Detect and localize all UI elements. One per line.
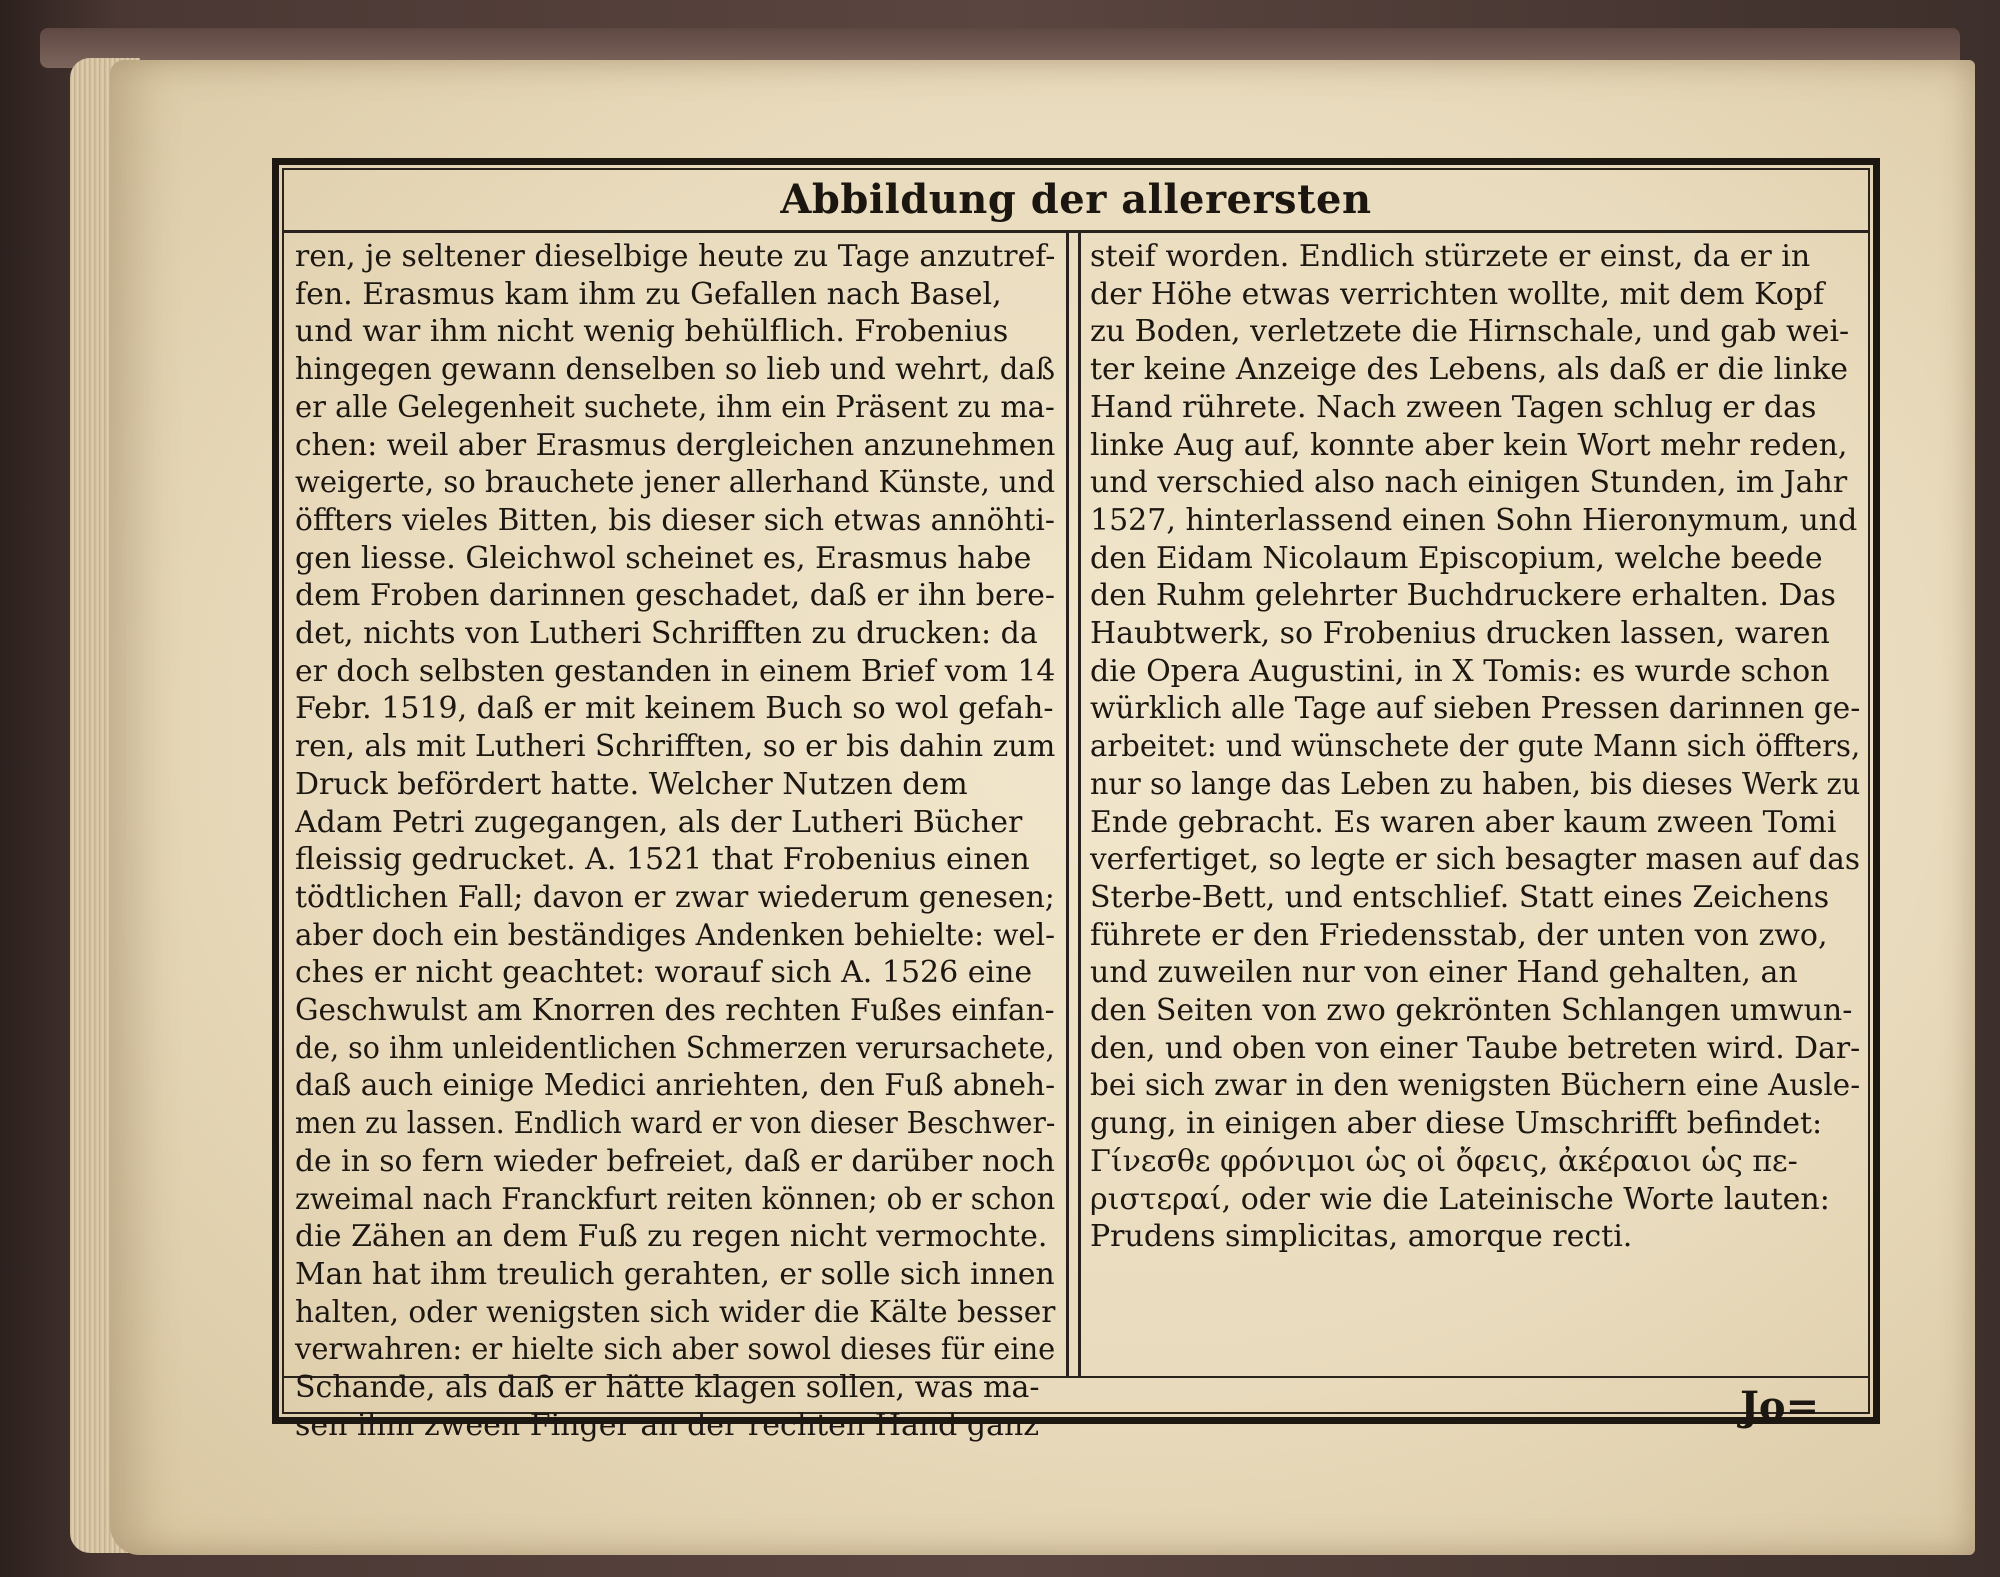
text-line: de, so ihm unleidentlichen Schmerzen verursachete, (295, 1030, 1055, 1066)
text-line: Man hat ihm treulich gerahten, er solle sich innen (295, 1256, 1055, 1292)
text-line: den Seiten von zwo gekrönten Schlangen umwun- (1090, 993, 1853, 1029)
text-line: Sterbe-Bett, und entschlief. Statt eines Zeichens (1090, 879, 1830, 915)
text-line: aber doch ein beständiges Andenken behielte: wel- (295, 917, 1056, 953)
text-line: Hand rührete. Nach zween Tagen schlug er das (1090, 389, 1817, 425)
text-line: die Opera Augustini, in X Tomis: es wurde schon (1090, 653, 1830, 689)
text-line: daß auch einige Medici anriehten, den Fuß abneh- (295, 1068, 1056, 1104)
text-line: fleissig gedrucket. A. 1521 that Frobenius einen (295, 842, 1030, 878)
text-line: fen. Erasmus kam ihm zu Gefallen nach Basel, (295, 276, 1002, 312)
text-line: halten, oder wenigsten sich wider die Kälte besser (295, 1294, 1056, 1330)
left-text-column (295, 238, 1055, 1445)
text-line: arbeitet: und wünschete der gute Mann sich öffters, (1090, 729, 1861, 765)
text-line: verwahren: er hielte sich aber sowol dieses für eine (295, 1332, 1056, 1368)
text-line: hingegen gewann denselben so lieb und wehrt, daß (295, 352, 1055, 388)
text-line: steif worden. Endlich stürzete er einst, da er in (1090, 239, 1811, 274)
text-line: linke Aug auf, konnte aber kein Wort mehr reden, (1090, 427, 1848, 463)
text-line: Schande, als daß er hätte klagen sollen, was ma- (295, 1370, 1040, 1406)
text-line: ches er nicht geachtet: worauf sich A. 1526 eine (295, 955, 1033, 991)
text-line: ren, je seltener dieselbige heute zu Tage anzutref- (295, 239, 1056, 274)
text-line: die Zähen an dem Fuß zu regen nicht vermochte. (295, 1219, 1048, 1255)
text-line: würklich alle Tage auf sieben Pressen darinnen ge- (1090, 691, 1861, 727)
text-line: men zu lassen. Endlich ward er von dieser Beschwer- (295, 1106, 1056, 1142)
text-line: Prudens simplicitas, amorque recti. (1090, 1219, 1633, 1255)
text-line: Druck befördert hatte. Welcher Nutzen dem (295, 766, 968, 802)
text-line: Febr. 1519, daß er mit keinem Buch so wol gefah- (295, 691, 1054, 727)
text-line: Γίνεσθε φρόνιμοι ὡς οἱ ὄφεις, ἀκέραιοι ὡς πε- (1090, 1143, 1798, 1179)
text-line: de in so fern wieder befreiet, daß er darüber noch (295, 1143, 1055, 1179)
text-line: ren, als mit Lutheri Schrifften, so er bis dahin zum (295, 729, 1056, 765)
text-line: bei sich zwar in den wenigsten Büchern eine Ausle- (1090, 1068, 1861, 1104)
text-line: nur so lange das Leben zu haben, bis dieses Werk zu (1090, 766, 1861, 802)
text-line: der Höhe etwas verrichten wollte, mit dem Kopf (1090, 276, 1825, 312)
text-line: gung, in einigen aber diese Umschrifft befindet: (1090, 1106, 1823, 1142)
text-line: Haubtwerk, so Frobenius drucken lassen, waren (1090, 616, 1830, 652)
text-line: gen liesse. Gleichwol scheinet es, Erasmus habe (295, 540, 1032, 576)
text-line: und verschied also nach einigen Stunden, im Jahr (1090, 465, 1848, 501)
right-text-column (1090, 238, 1860, 1256)
catchword: Jo= (1740, 1383, 1820, 1430)
text-line: zweimal nach Franckfurt reiten können; ob er schon (295, 1181, 1056, 1217)
text-line: öffters vieles Bitten, bis dieser sich etwas annöhti- (295, 502, 1055, 538)
text-line: sen ihm zween Finger an der rechten Hand ganz (295, 1407, 1040, 1443)
text-line: dem Froben darinnen geschadet, daß er ihn bere- (295, 578, 1055, 614)
text-line: ter keine Anzeige des Lebens, als daß er die linke (1090, 352, 1849, 388)
text-line: weigerte, so brauchete jener allerhand Künste, und (295, 465, 1056, 501)
text-line: ριστεραί, oder wie die Lateinische Worte lauten: (1090, 1181, 1830, 1217)
text-line: er alle Gelegenheit suchete, ihm ein Präsent zu ma- (295, 389, 1055, 425)
text-line: tödtlichen Fall; davon er zwar wiederum genesen; (295, 879, 1055, 915)
text-line: Geschwulst am Knorren des rechten Fußes einfan- (295, 993, 1055, 1029)
running-head: Abbildung der allerersten (780, 176, 1372, 223)
text-line: Ende gebracht. Es waren aber kaum zween Tomi (1090, 804, 1837, 840)
text-line: und war ihm nicht wenig behülflich. Frobenius (295, 314, 1009, 350)
text-line: führete er den Friedensstab, der unten von zwo, (1090, 917, 1828, 953)
text-line: det, nichts von Lutheri Schrifften zu drucken: da (295, 616, 1038, 652)
text-line: den, und oben von einer Taube betreten wird. Dar- (1090, 1030, 1861, 1066)
column-divider (1066, 233, 1069, 1376)
text-line: den Eidam Nicolaum Episcopium, welche beede (1090, 540, 1823, 576)
column-divider (1078, 233, 1081, 1376)
text-line: den Ruhm gelehrter Buchdruckere erhalten. Das (1090, 578, 1836, 614)
text-line: chen: weil aber Erasmus dergleichen anzunehmen (295, 427, 1056, 463)
text-line: zu Boden, verletzete die Hirnschale, und gab wei- (1090, 314, 1850, 350)
text-line: er doch selbsten gestanden in einem Brief vom 14 (295, 653, 1056, 689)
text-line: verfertiget, so legte er sich besagter masen auf das (1090, 842, 1860, 878)
text-line: Adam Petri zugegangen, als der Lutheri Bücher (295, 804, 1023, 840)
text-line: 1527, hinterlassend einen Sohn Hieronymum, und (1090, 502, 1858, 538)
header-rule (284, 230, 1868, 233)
text-line: und zuweilen nur von einer Hand gehalten, an (1090, 955, 1798, 991)
